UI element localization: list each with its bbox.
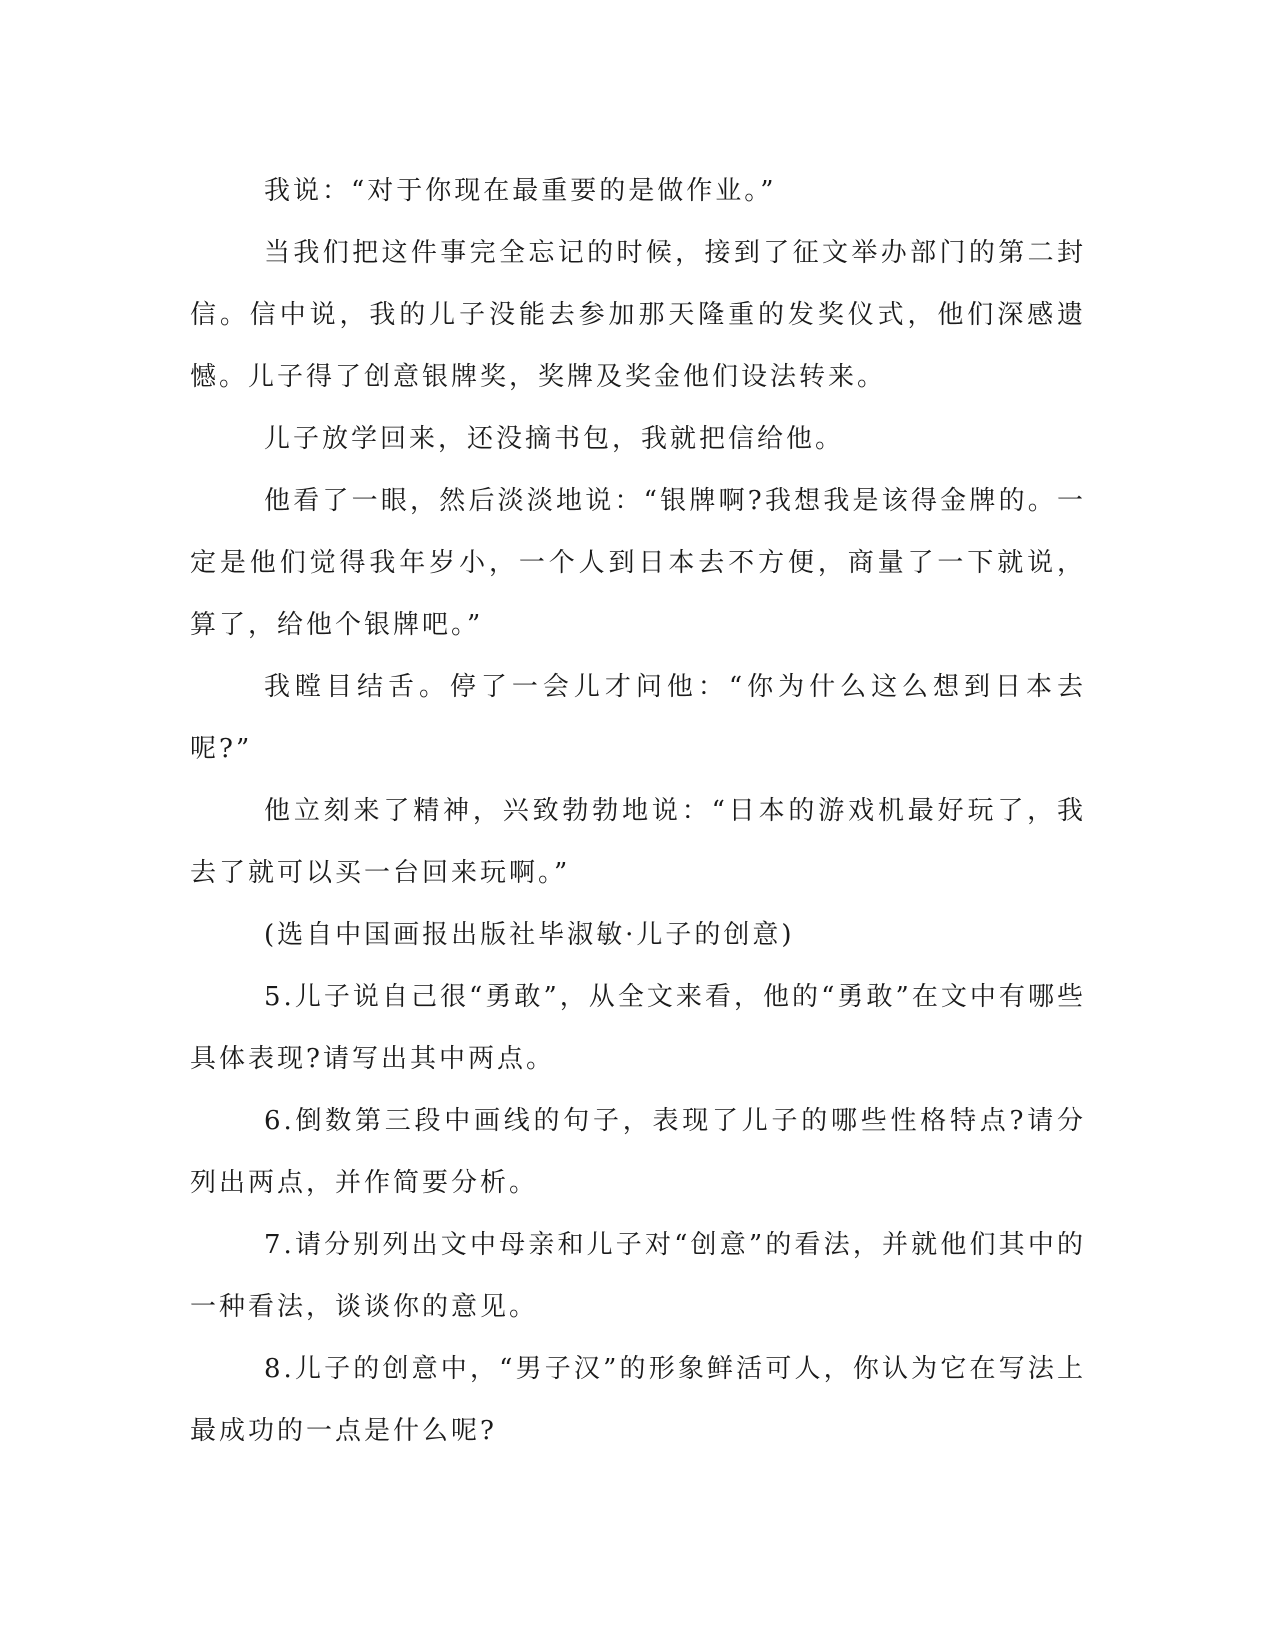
question-8: 8.儿子的创意中，“男子汉”的形象鲜活可人，你认为它在写法上最成功的一点是什么呢?: [190, 1354, 1086, 1446]
question-7: 7.请分别列出文中母亲和儿子对“创意”的看法，并就他们其中的一种看法，谈谈你的意见。: [190, 1230, 1086, 1322]
question-6: 6.倒数第三段中画线的句子，表现了儿子的哪些性格特点?请分列出两点，并作简要分析。: [190, 1106, 1086, 1198]
paragraph-1: 我说：“对于你现在最重要的是做作业。”: [264, 176, 777, 206]
paragraph-5: 我瞠目结舌。停了一会儿才问他：“你为什么这么想到日本去呢?”: [190, 672, 1086, 764]
question-5: 5.儿子说自己很“勇敢”，从全文来看，他的“勇敢”在文中有哪些具体表现?请写出其中两点。: [190, 982, 1086, 1074]
paragraph-2: 当我们把这件事完全忘记的时候，接到了征文举办部门的第二封信。信中说，我的儿子没能去参加那天隆重的发奖仪式，他们深感遗憾。儿子得了创意银牌奖，奖牌及奖金他们设法转来。: [190, 238, 1086, 392]
paragraph-4: 他看了一眼，然后淡淡地说：“银牌啊?我想我是该得金牌的。一定是他们觉得我年岁小，一个人到日本去不方便，商量了一下就说，算了，给他个银牌吧。”: [190, 486, 1086, 640]
paragraph-3: 儿子放学回来，还没摘书包，我就把信给他。: [264, 424, 845, 454]
paragraph-6: 他立刻来了精神，兴致勃勃地说：“日本的游戏机最好玩了，我去了就可以买一台回来玩啊。”: [190, 796, 1086, 888]
document-body: [190, 160, 1086, 1462]
source-citation: (选自中国画报出版社毕淑敏·儿子的创意): [264, 920, 795, 950]
